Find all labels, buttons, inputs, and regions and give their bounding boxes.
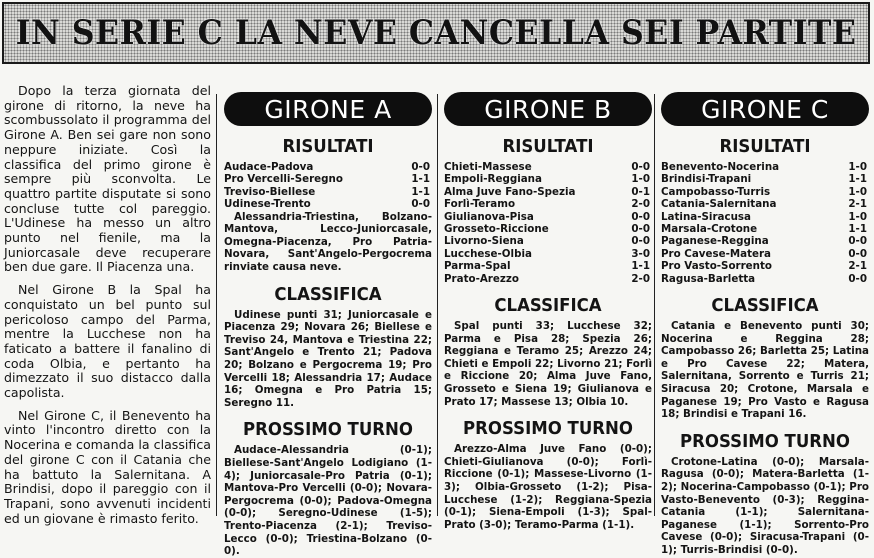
match: Pro Vasto-Sorrento: [661, 260, 772, 273]
match: Alma Juve Fano-Spezia: [444, 185, 576, 198]
result-row: [661, 248, 869, 260]
result-row: [661, 186, 869, 198]
group-a-title: GIRONE A: [224, 92, 432, 126]
match: Pro Cavese-Matera: [661, 247, 771, 260]
column-divider: [654, 94, 655, 516]
score: 1-0: [848, 210, 867, 223]
article-paragraph: Dopo la terza giornata del girone di ritorno, la neve ha scombussolato il programma del Girone A. Ben sei gare non sono neppure iniziate. Così la classifica del primo girone è sempre più sconvolta. Le quattro partite disputate si sono concluse tutte col pareggio. L'Udinese ha messo un altro punto nel fienile, ma la Juniorcasale deve recuperare ben due gare. Il Piacenza una.: [4, 83, 211, 275]
score: 1-0: [848, 185, 867, 198]
result-row: [661, 173, 869, 185]
article-paragraph: Nel Girone B la Spal ha conquistato un bel punto sul pericoloso campo del Parma, mentre la Lucchese non ha faticato a battere il fanalino di coda Olbia, e pertanto ha dimezzato il suo distacco dalla capolista.: [4, 282, 211, 401]
result-row: [661, 198, 869, 210]
score: 1-1: [411, 185, 430, 198]
article-text: [4, 83, 211, 526]
results-list: [444, 161, 652, 285]
score: 1-1: [631, 260, 650, 273]
standings-text: Catania e Benevento punti 30; Nocerina e Reggina 28; Campobasso 26; Barletta 25; Latina e Pro Cavese 22; Matera, Salernitana, Sorrento e Turris 21; Siracusa 20; Crotone, Marsala e Paganese 19; Pro Vasto e Ragusa 18; Brindisi e Trapani 16.: [661, 320, 869, 421]
results-heading: RISULTATI: [719, 136, 811, 157]
result-row: [224, 173, 432, 185]
score: 1-1: [411, 173, 430, 186]
score: 1-0: [848, 161, 867, 173]
score: 2-1: [848, 260, 867, 273]
match: Empoli-Reggiana: [444, 173, 542, 186]
result-row: [444, 211, 652, 223]
match: Grosseto-Riccione: [444, 223, 549, 236]
score: 0-1: [631, 185, 650, 198]
match: Benevento-Nocerina: [661, 161, 780, 173]
standings-heading: CLASSIFICA: [711, 295, 819, 317]
match: Forlì-Teramo: [444, 198, 516, 211]
score: 0-0: [848, 272, 867, 285]
group-b-column: [444, 92, 652, 531]
result-row: [661, 273, 869, 285]
match: Brindisi-Trapani: [661, 173, 752, 186]
result-row: [444, 248, 652, 260]
result-row: [661, 223, 869, 235]
score: 2-1: [848, 198, 867, 211]
group-a-column: [224, 92, 432, 558]
result-row: [661, 235, 869, 247]
result-row: [444, 273, 652, 285]
article-paragraph: Nel Girone C, il Benevento ha vinto l'incontro diretto con la Nocerina e comanda la classifica del girone C con il Catania che ha battuto la Salernitana. A Brindisi, dopo il pareggio con il Trapani, sono avvenuti incidenti ed un giovane è rimasto ferito.: [4, 407, 211, 526]
match: Udinese-Trento: [224, 198, 311, 211]
postponed-note: Alessandria-Triestina, Bolzano-Mantova, Lecco-Juniorcasale, Omegna-Piacenza, Pro Patria-Novara, Sant'Angelo-Pergocrema rinviate causa neve.: [224, 210, 432, 273]
standings-heading: CLASSIFICA: [274, 283, 382, 305]
next-round-text: Crotone-Latina (0-0); Marsala-Ragusa (0-0); Matera-Barletta (1-2); Nocerina-Campobasso (0-1); Pro Vasto-Benevento (0-3); Reggina-Catania (1-1); Salernitana-Paganese (1-1); Sorrento-Pro Cavese (0-0); Siracusa-Trapani (0-1); Turris-Brindisi (0-0).: [661, 455, 869, 556]
results-heading: RISULTATI: [502, 136, 594, 157]
match: Giulianova-Pisa: [444, 210, 534, 223]
score: 0-0: [411, 161, 430, 173]
score: 2-0: [631, 198, 650, 211]
match: Ragusa-Barletta: [661, 272, 756, 285]
score: 1-0: [631, 173, 650, 186]
result-row: [224, 198, 432, 210]
match: Pro Vercelli-Seregno: [224, 173, 343, 186]
result-row: [661, 161, 869, 173]
match: Chieti-Massese: [444, 161, 532, 173]
column-divider: [216, 94, 217, 516]
score: 0-0: [848, 247, 867, 260]
standings-text: Udinese punti 31; Juniorcasale e Piacenza 29; Novara 26; Biellese e Treviso 24, Mantova e Triestina 22; Sant'Angelo e Trento 21; Padova 20; Bolzano e Pergocrema 19; Pro Vercelli 18; Alessandria 17; Audace 16; Omegna e Pro Patria 15; Seregno 11.: [224, 308, 432, 409]
result-row: [444, 173, 652, 185]
headline-banner: [2, 2, 870, 64]
standings-text: Spal punti 33; Lucchese 32; Parma e Pisa 28; Spezia 26; Reggiana e Teramo 25; Arezzo 24; Chieti e Empoli 22; Livorno 21; Forlì e Riccione 20; Alma Juve Fano, Grosseto e Siena 19; Giulianova e Prato 17; Massese 13; Olbia 10.: [444, 320, 652, 408]
result-row: [661, 211, 869, 223]
group-b-title: GIRONE B: [444, 92, 652, 126]
standings-heading: CLASSIFICA: [494, 295, 602, 317]
match: Treviso-Biellese: [224, 185, 316, 198]
result-row: [444, 198, 652, 210]
next-round-text: Audace-Alessandria (0-1); Biellese-Sant'Angelo Lodigiano (1-4); Juniorcasale-Pro Patria (0-1); Mantova-Pro Vercelli (0-0); Novara-Pergocrema (0-0); Padova-Omegna (0-0); Seregno-Udinese (1-5); Trento-Piacenza (2-1); Treviso-Lecco (0-0); Triestina-Bolzano (0-0).: [224, 444, 432, 558]
result-row: [224, 186, 432, 198]
result-row: [444, 235, 652, 247]
score: 0-0: [848, 235, 867, 248]
match: Latina-Siracusa: [661, 210, 751, 223]
match: Lucchese-Olbia: [444, 247, 532, 260]
match: Parma-Spal: [444, 260, 511, 273]
column-divider: [437, 94, 438, 516]
match: Audace-Padova: [224, 161, 314, 173]
score: 1-1: [848, 173, 867, 186]
score: 0-0: [631, 223, 650, 236]
match: Catania-Salernitana: [661, 198, 777, 211]
next-round-text: Arezzo-Alma Juve Fano (0-0); Chieti-Giulianova (0-0); Forlì-Riccione (0-1); Massese-Livorno (1-3); Olbia-Grosseto (1-2); Pisa-Lucchese (1-2); Reggiana-Spezia (0-1); Siena-Empoli (1-3); Spal-Prato (3-0); Teramo-Parma (1-1).: [444, 443, 652, 531]
score: 2-0: [631, 272, 650, 285]
result-row: [661, 260, 869, 272]
score: 1-1: [848, 223, 867, 236]
score: 3-0: [631, 247, 650, 260]
results-heading: RISULTATI: [282, 136, 374, 157]
result-row: [444, 223, 652, 235]
results-list: [224, 161, 432, 211]
match: Prato-Arezzo: [444, 272, 519, 285]
score: 0-0: [631, 235, 650, 248]
match: Marsala-Crotone: [661, 223, 758, 236]
score: 0-0: [631, 210, 650, 223]
result-row: [224, 161, 432, 173]
score: 0-0: [411, 198, 430, 211]
next-round-heading: PROSSIMO TURNO: [243, 419, 413, 441]
result-row: [444, 260, 652, 272]
score: 0-0: [631, 161, 650, 173]
headline: IN SERIE C LA NEVE CANCELLA SEI PARTITE: [15, 13, 857, 53]
match: Paganese-Reggina: [661, 235, 769, 248]
group-c-title: GIRONE C: [661, 92, 869, 126]
group-c-column: [661, 92, 869, 556]
next-round-heading: PROSSIMO TURNO: [680, 430, 850, 452]
match: Livorno-Siena: [444, 235, 524, 248]
match: Campobasso-Turris: [661, 185, 771, 198]
results-list: [661, 161, 869, 285]
result-row: [444, 161, 652, 173]
result-row: [444, 186, 652, 198]
next-round-heading: PROSSIMO TURNO: [463, 418, 633, 440]
